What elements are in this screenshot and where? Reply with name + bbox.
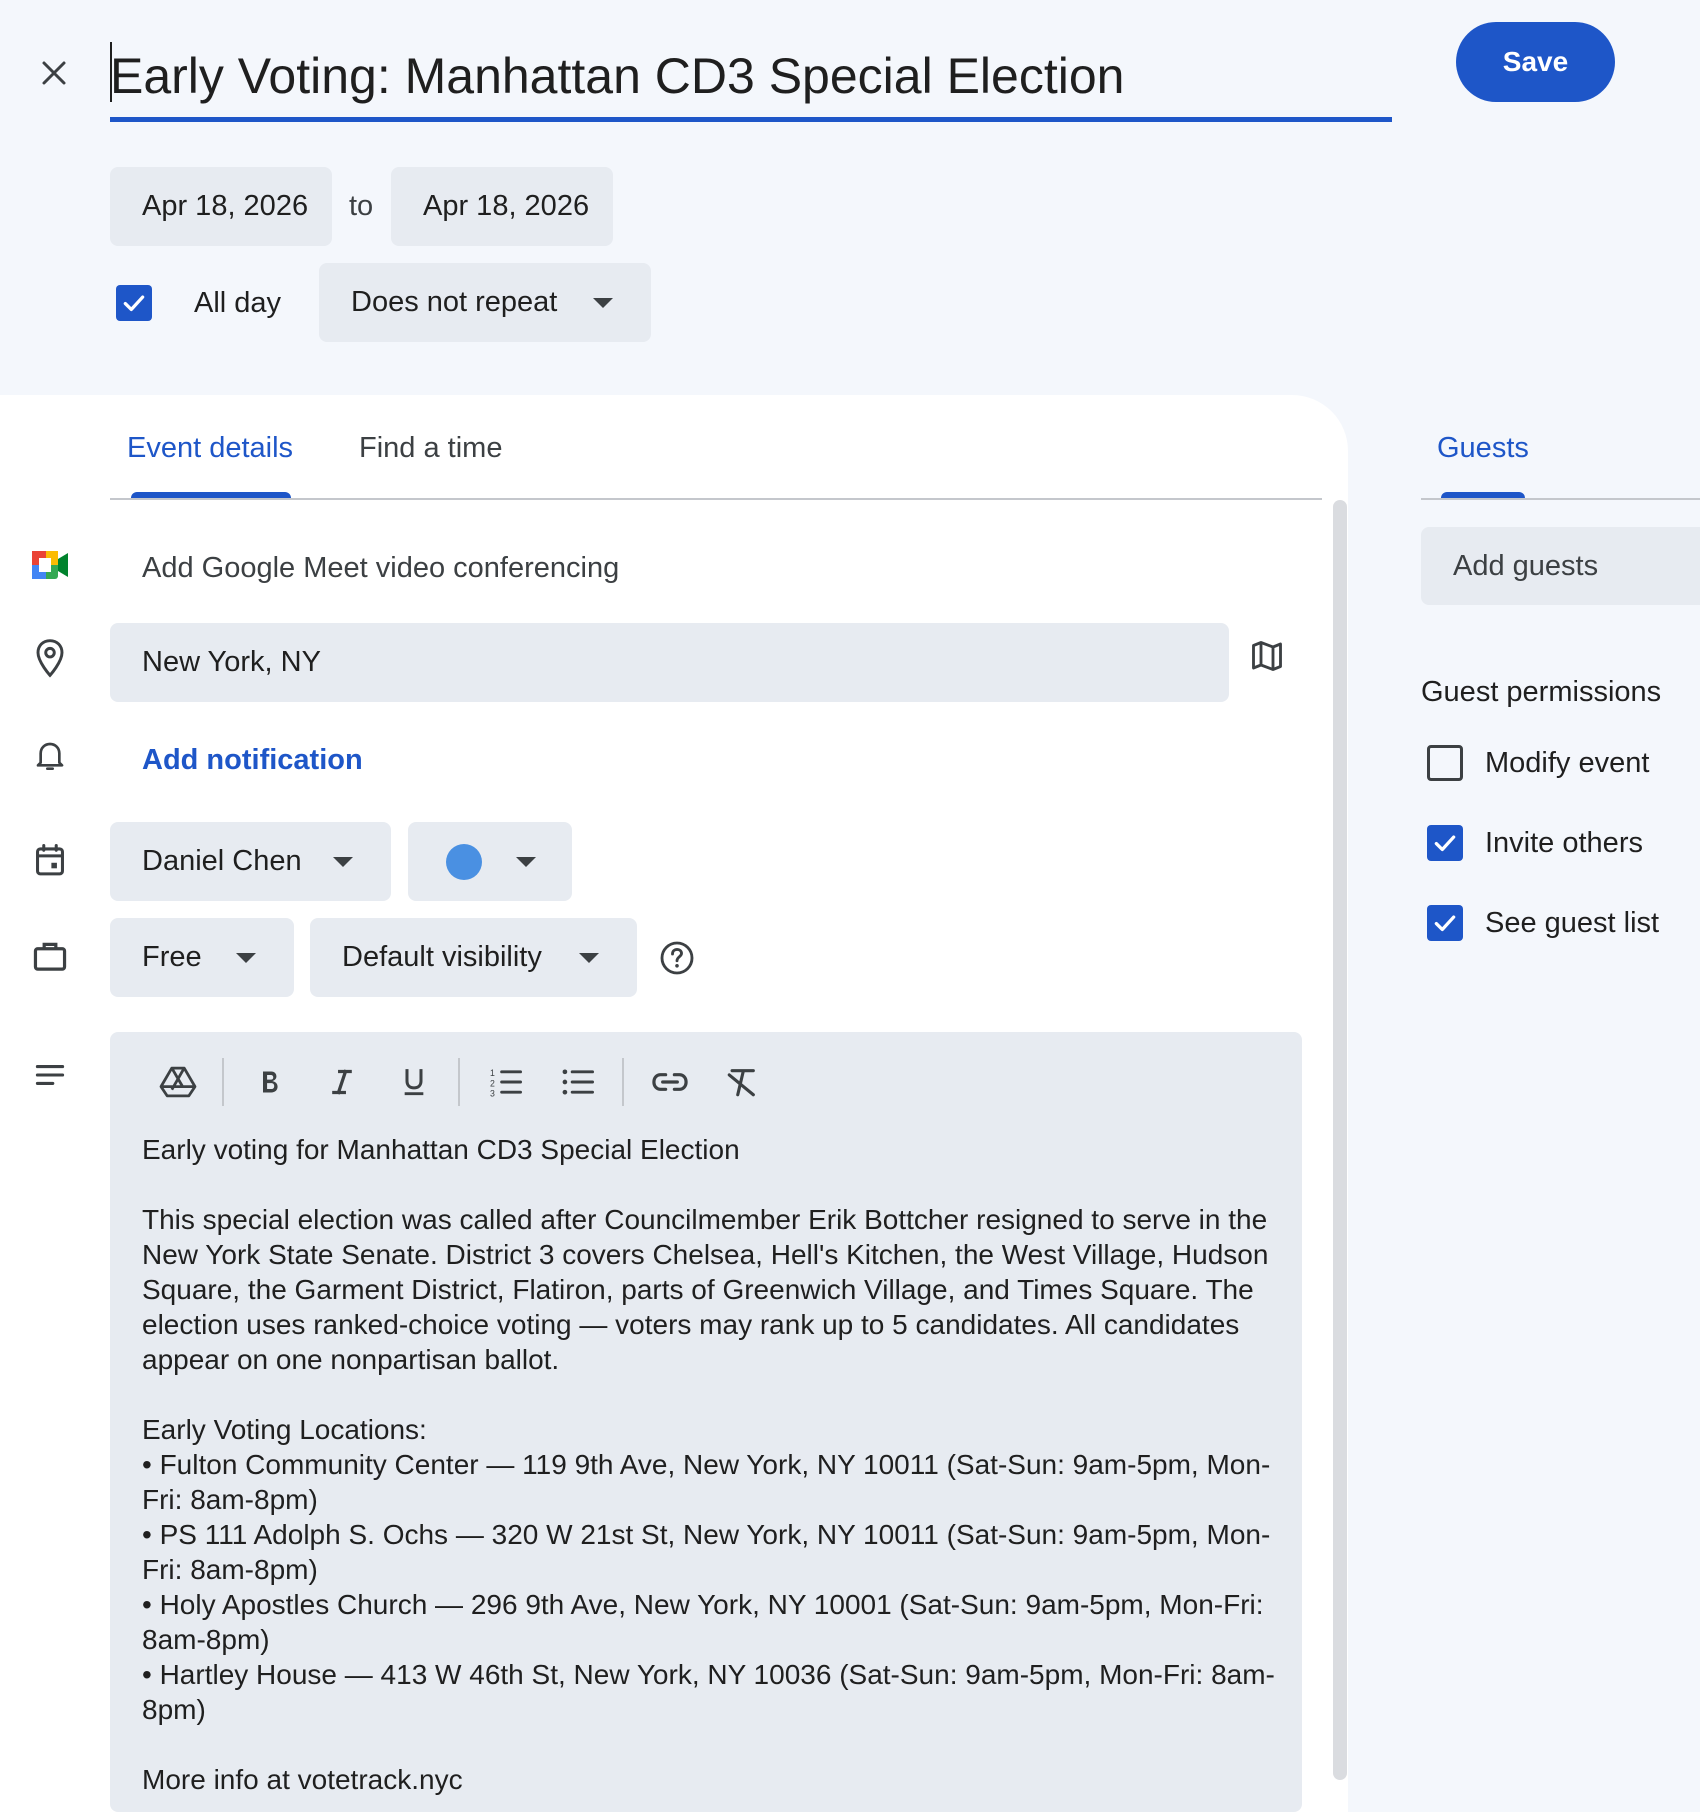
see-guest-list-label: See guest list bbox=[1485, 907, 1660, 939]
italic-icon bbox=[328, 1067, 356, 1097]
tab-guests[interactable]: Guests bbox=[1437, 432, 1529, 464]
invite-others-checkbox[interactable] bbox=[1427, 825, 1463, 861]
guest-permissions-title: Guest permissions bbox=[1421, 676, 1662, 708]
chevron-down-icon bbox=[579, 953, 599, 963]
insert-link-button[interactable] bbox=[642, 1054, 698, 1110]
toolbar-separator bbox=[458, 1058, 460, 1106]
bold-button[interactable] bbox=[242, 1054, 298, 1110]
chevron-down-icon bbox=[593, 298, 613, 308]
toolbar-separator bbox=[622, 1058, 624, 1106]
toolbar-separator bbox=[222, 1058, 224, 1106]
calendar-icon bbox=[28, 838, 72, 882]
map-icon[interactable] bbox=[1249, 638, 1289, 678]
tab-find-a-time[interactable]: Find a time bbox=[359, 432, 503, 464]
location-pin-icon bbox=[28, 636, 72, 680]
chevron-down-icon bbox=[333, 857, 353, 867]
modify-event-label: Modify event bbox=[1485, 747, 1650, 779]
check-icon bbox=[1432, 910, 1458, 936]
event-title-input[interactable] bbox=[110, 20, 1392, 117]
availability-value: Free bbox=[142, 941, 202, 973]
all-day-label: All day bbox=[194, 287, 282, 319]
visibility-value: Default visibility bbox=[342, 941, 542, 973]
svg-text:2: 2 bbox=[490, 1078, 495, 1089]
calendar-owner-value: Daniel Chen bbox=[142, 845, 302, 877]
clear-formatting-button[interactable] bbox=[714, 1054, 770, 1110]
chevron-down-icon bbox=[236, 953, 256, 963]
description-icon bbox=[28, 1053, 72, 1097]
close-button[interactable] bbox=[26, 45, 82, 101]
link-icon bbox=[651, 1070, 689, 1094]
bulleted-list-button[interactable] bbox=[550, 1054, 606, 1110]
all-day-checkbox[interactable] bbox=[116, 285, 152, 321]
briefcase-icon bbox=[28, 934, 72, 978]
underline-button[interactable] bbox=[386, 1054, 442, 1110]
tab-divider bbox=[110, 498, 1322, 500]
add-notification-button[interactable]: Add notification bbox=[142, 744, 363, 776]
svg-text:3: 3 bbox=[490, 1088, 495, 1098]
start-date-button[interactable]: Apr 18, 2026 bbox=[110, 167, 332, 246]
see-guest-list-checkbox[interactable] bbox=[1427, 905, 1463, 941]
color-swatch bbox=[446, 844, 482, 880]
invite-others-label: Invite others bbox=[1485, 827, 1643, 859]
bulleted-list-icon bbox=[560, 1066, 596, 1098]
save-button[interactable]: Save bbox=[1456, 22, 1615, 102]
availability-dropdown[interactable] bbox=[110, 918, 294, 997]
tab-event-details[interactable]: Event details bbox=[127, 432, 294, 464]
event-color-dropdown[interactable] bbox=[408, 822, 572, 901]
to-label: to bbox=[349, 190, 374, 222]
text-cursor bbox=[110, 42, 112, 102]
underline-icon bbox=[400, 1066, 428, 1098]
google-meet-icon bbox=[28, 543, 72, 587]
svg-text:1: 1 bbox=[490, 1068, 495, 1079]
numbered-list-button[interactable] bbox=[478, 1054, 534, 1110]
event-title-field[interactable] bbox=[110, 20, 1392, 122]
bold-icon bbox=[256, 1067, 284, 1097]
description-text[interactable]: Early voting for Manhattan CD3 Special Election This special election was called after Councilmember Erik Bottcher resigned to serve in the New York State Senate. District 3 covers Chelsea, Hell's Kitchen, the West Village, Hudson Square, the Garment District, Flatiron, parts of Greenwich Village, and Times Square. The election uses ranked-choice voting — voters may rank up to 5 candidates. All candidates appear on one nonpartisan ballot. Early Voting Locations: • Fulton Community Center — 119 9th Ave, New York, NY 10011 (Sat-Sun: 9am-5pm, Mon-Fri: 8am-8pm) • PS 111 Adolph S. Ochs — 320 W 21st St, New York, NY 10011 (Sat-Sun: 9am-5pm, Mon-Fri: 8am-8pm) • Holy Apostles Church — 296 9th Ave, New York, NY 10001 (Sat-Sun: 9am-5pm, Mon-Fri: 8am-8pm) • Hartley House — 413 W 46th St, New York, NY 10036 (Sat-Sun: 9am-5pm, Mon-Fri: 8am-8pm) More info at votetrack.nyc bbox=[142, 1134, 1275, 1795]
close-icon bbox=[39, 58, 69, 88]
guests-divider bbox=[1421, 498, 1700, 500]
visibility-dropdown[interactable] bbox=[310, 918, 637, 997]
add-google-meet-button[interactable]: Add Google Meet video conferencing bbox=[142, 552, 620, 584]
chevron-down-icon bbox=[516, 857, 536, 867]
numbered-list-icon bbox=[488, 1066, 524, 1098]
repeat-value: Does not repeat bbox=[351, 286, 558, 318]
calendar-owner-dropdown[interactable] bbox=[110, 822, 391, 901]
modify-event-checkbox[interactable] bbox=[1427, 745, 1463, 781]
help-icon[interactable] bbox=[659, 940, 695, 976]
scrollbar[interactable] bbox=[1333, 500, 1347, 1780]
location-input[interactable]: New York, NY bbox=[110, 623, 1229, 702]
clear-formatting-icon bbox=[725, 1066, 759, 1098]
google-drive-icon bbox=[159, 1065, 197, 1099]
check-icon bbox=[1432, 830, 1458, 856]
end-date-button[interactable]: Apr 18, 2026 bbox=[391, 167, 613, 246]
insert-drive-file-button[interactable] bbox=[150, 1054, 206, 1110]
description-editor[interactable] bbox=[110, 1032, 1302, 1812]
italic-button[interactable] bbox=[314, 1054, 370, 1110]
add-guests-input[interactable]: Add guests bbox=[1421, 527, 1700, 605]
repeat-dropdown[interactable] bbox=[319, 263, 651, 342]
formatting-toolbar bbox=[150, 1054, 786, 1110]
check-icon bbox=[121, 290, 147, 316]
bell-icon bbox=[28, 734, 72, 778]
